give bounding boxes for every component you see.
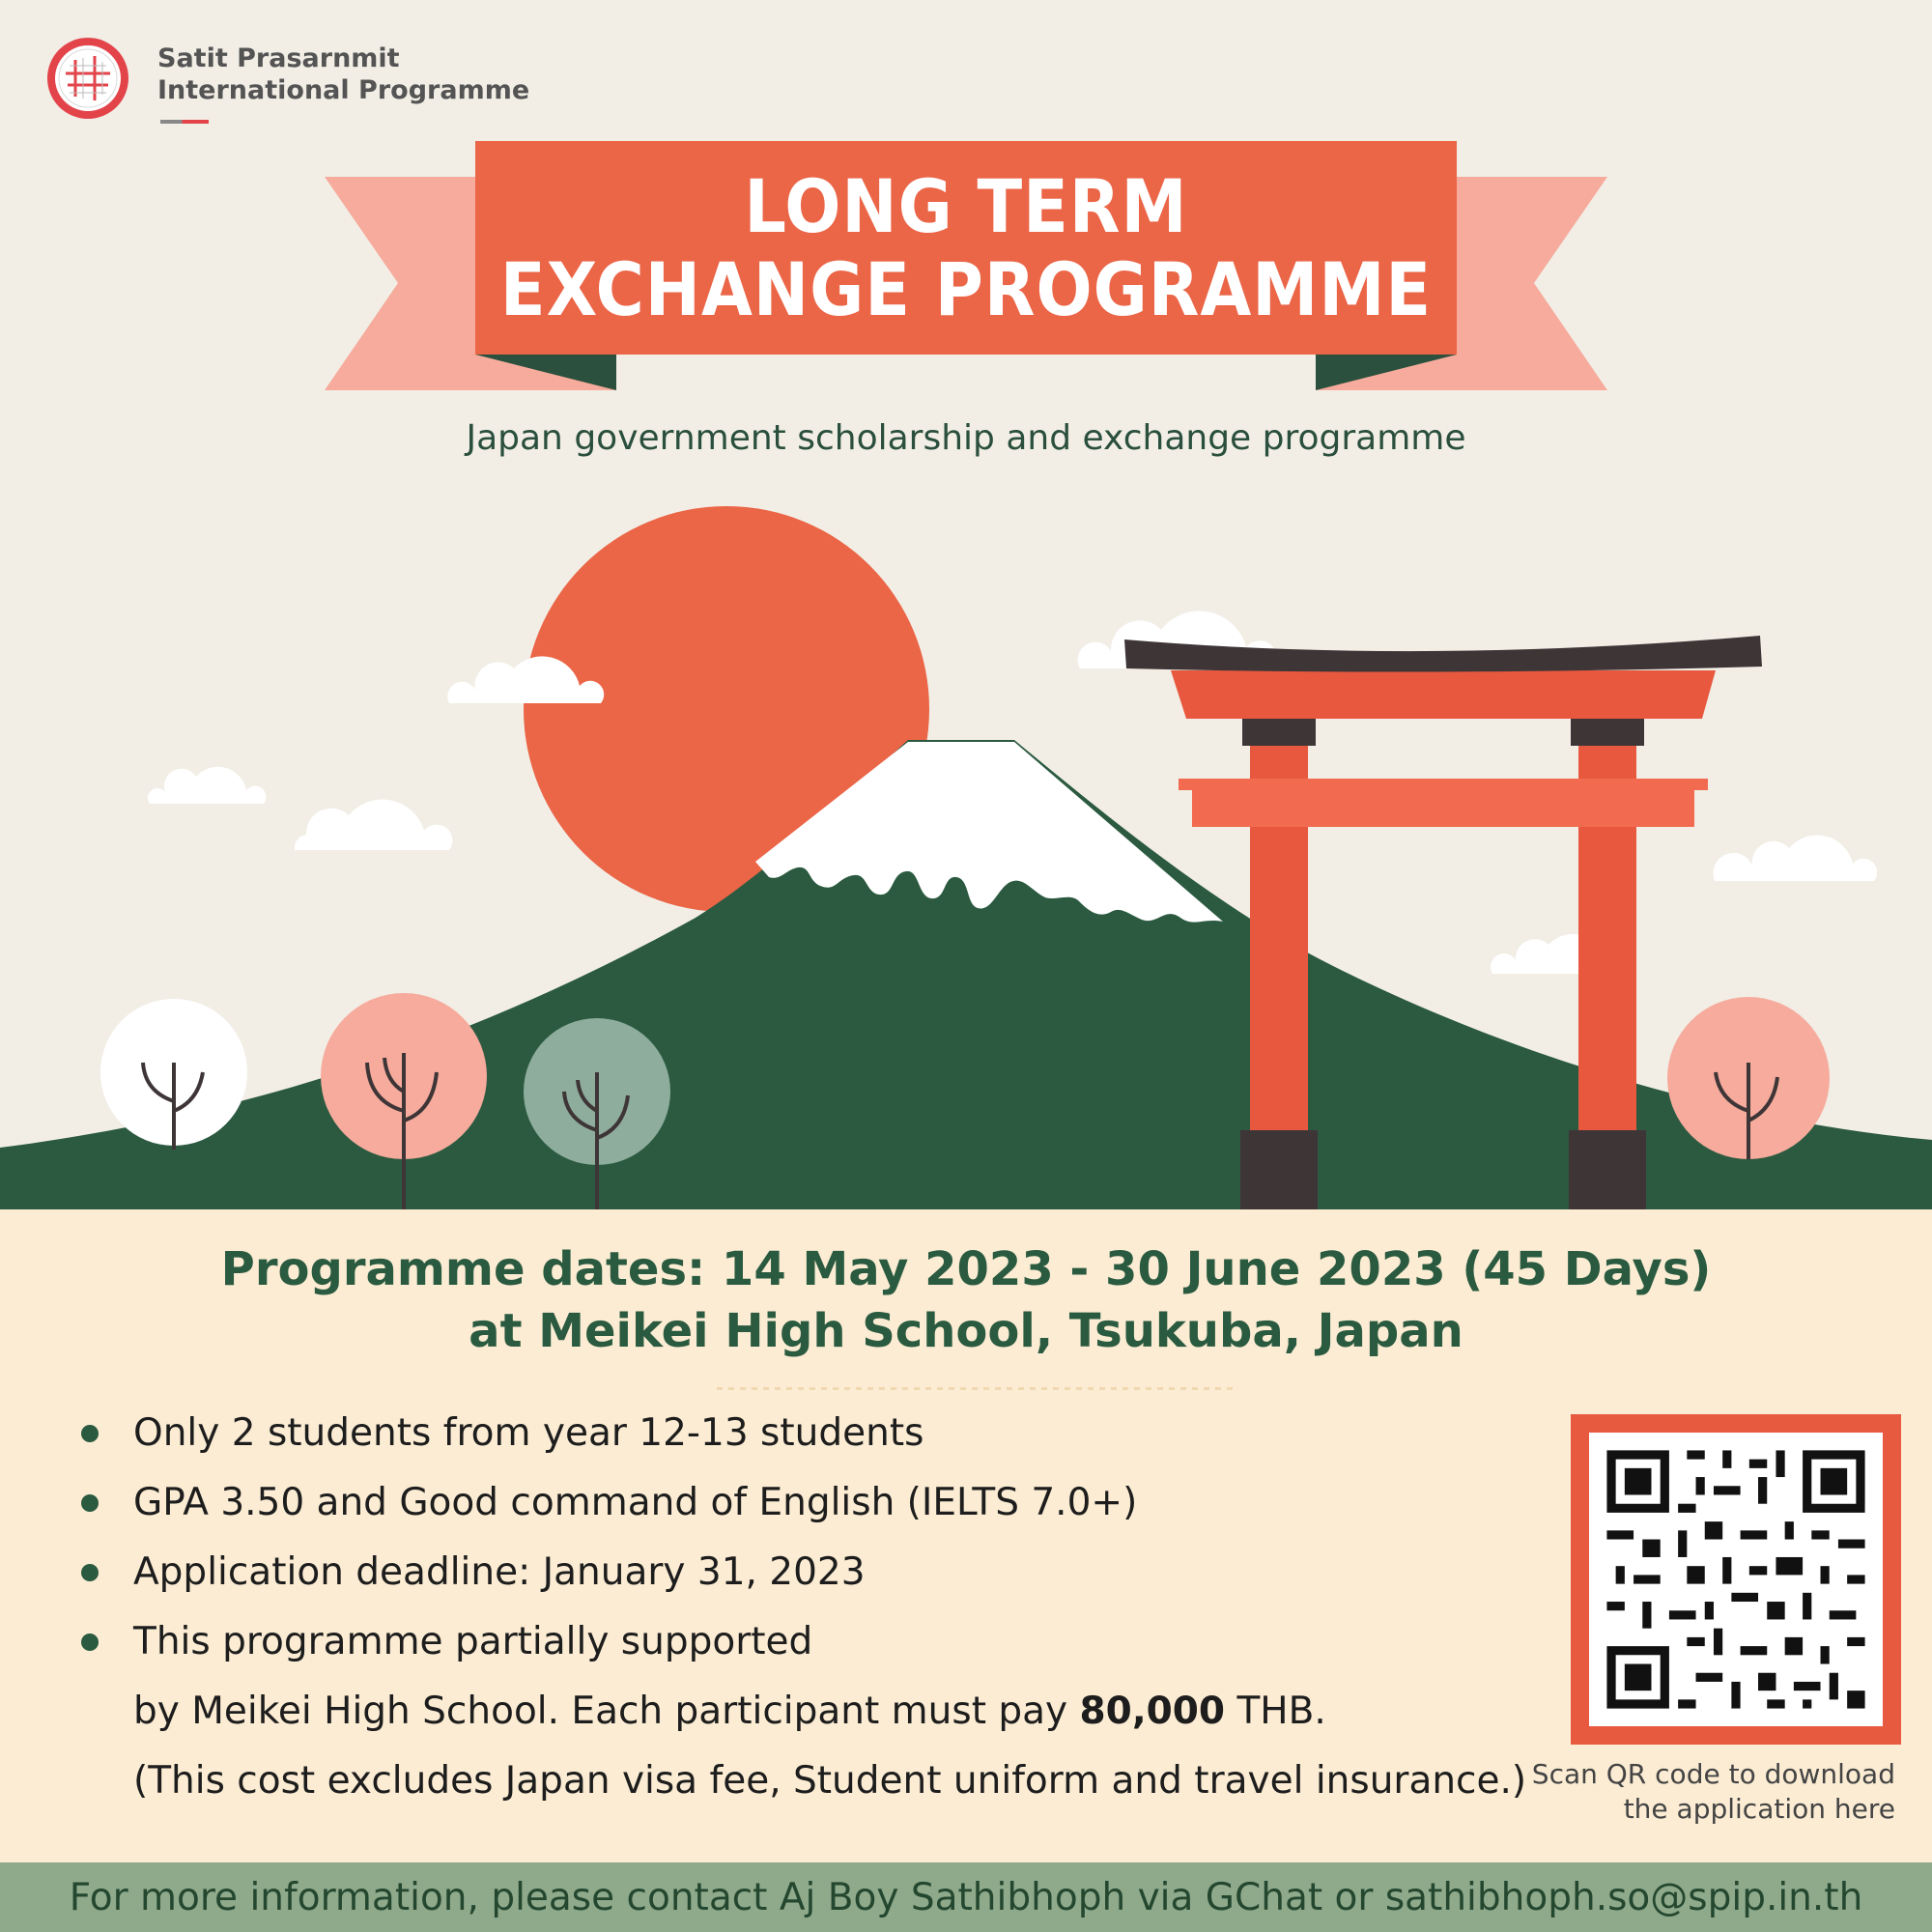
- page-title: [475, 141, 1457, 355]
- bullet-dot: [81, 1494, 99, 1512]
- detail-requirements: GPA 3.50 and Good command of English (IELTS 7.0+): [133, 1481, 1138, 1524]
- title-line1: LONG TERM: [744, 162, 1188, 249]
- programme-dates: Programme dates: 14 May 2023 - 30 June 2023 (45 Days): [220, 1242, 1712, 1296]
- title-line2: EXCHANGE PROGRAMME: [499, 245, 1433, 332]
- bullet-dot: [81, 1564, 99, 1581]
- detail-cost-amount: 80,000: [1079, 1690, 1226, 1733]
- qr-frame: [1571, 1414, 1901, 1745]
- cloud-icon: [295, 800, 453, 850]
- detail-support: This programme partially supported: [133, 1620, 813, 1663]
- qr-code-icon[interactable]: [1589, 1433, 1883, 1726]
- dotted-divider: [717, 1387, 1238, 1390]
- detail-cost-text: by Meikei High School. Each participant must pay: [133, 1690, 1080, 1733]
- detail-deadline: Application deadline: January 31, 2023: [133, 1550, 866, 1594]
- school-name-line2: International Programme: [157, 75, 530, 105]
- detail-exclusions: (This cost excludes Japan visa fee, Student uniform and travel insurance.): [133, 1759, 1527, 1803]
- cloud-icon: [148, 767, 266, 804]
- detail-students: Only 2 students from year 12-13 students: [133, 1411, 924, 1455]
- detail-cost: [133, 1689, 1326, 1735]
- detail-cost-currency: THB.: [1225, 1690, 1326, 1733]
- contact-footer: For more information, please contact Aj Boy Sathibhoph via GChat or sathibhoph.so@spip.in.th: [0, 1862, 1932, 1932]
- qr-caption-line1: Scan QR code to download: [1531, 1758, 1895, 1790]
- cloud-icon: [1713, 836, 1877, 881]
- japan-illustration: [0, 483, 1932, 1209]
- school-name-line1: Satit Prasarnmit: [157, 43, 400, 73]
- tree-icon: [1667, 997, 1830, 1159]
- bullet-dot: [81, 1425, 99, 1442]
- bullet-dot: [81, 1634, 99, 1651]
- subtitle: Japan government scholarship and exchange programme: [466, 418, 1466, 458]
- qr-background: [1589, 1433, 1883, 1726]
- qr-caption-line2: the application here: [1623, 1793, 1895, 1825]
- programme-location: at Meikei High School, Tsukuba, Japan: [469, 1304, 1463, 1358]
